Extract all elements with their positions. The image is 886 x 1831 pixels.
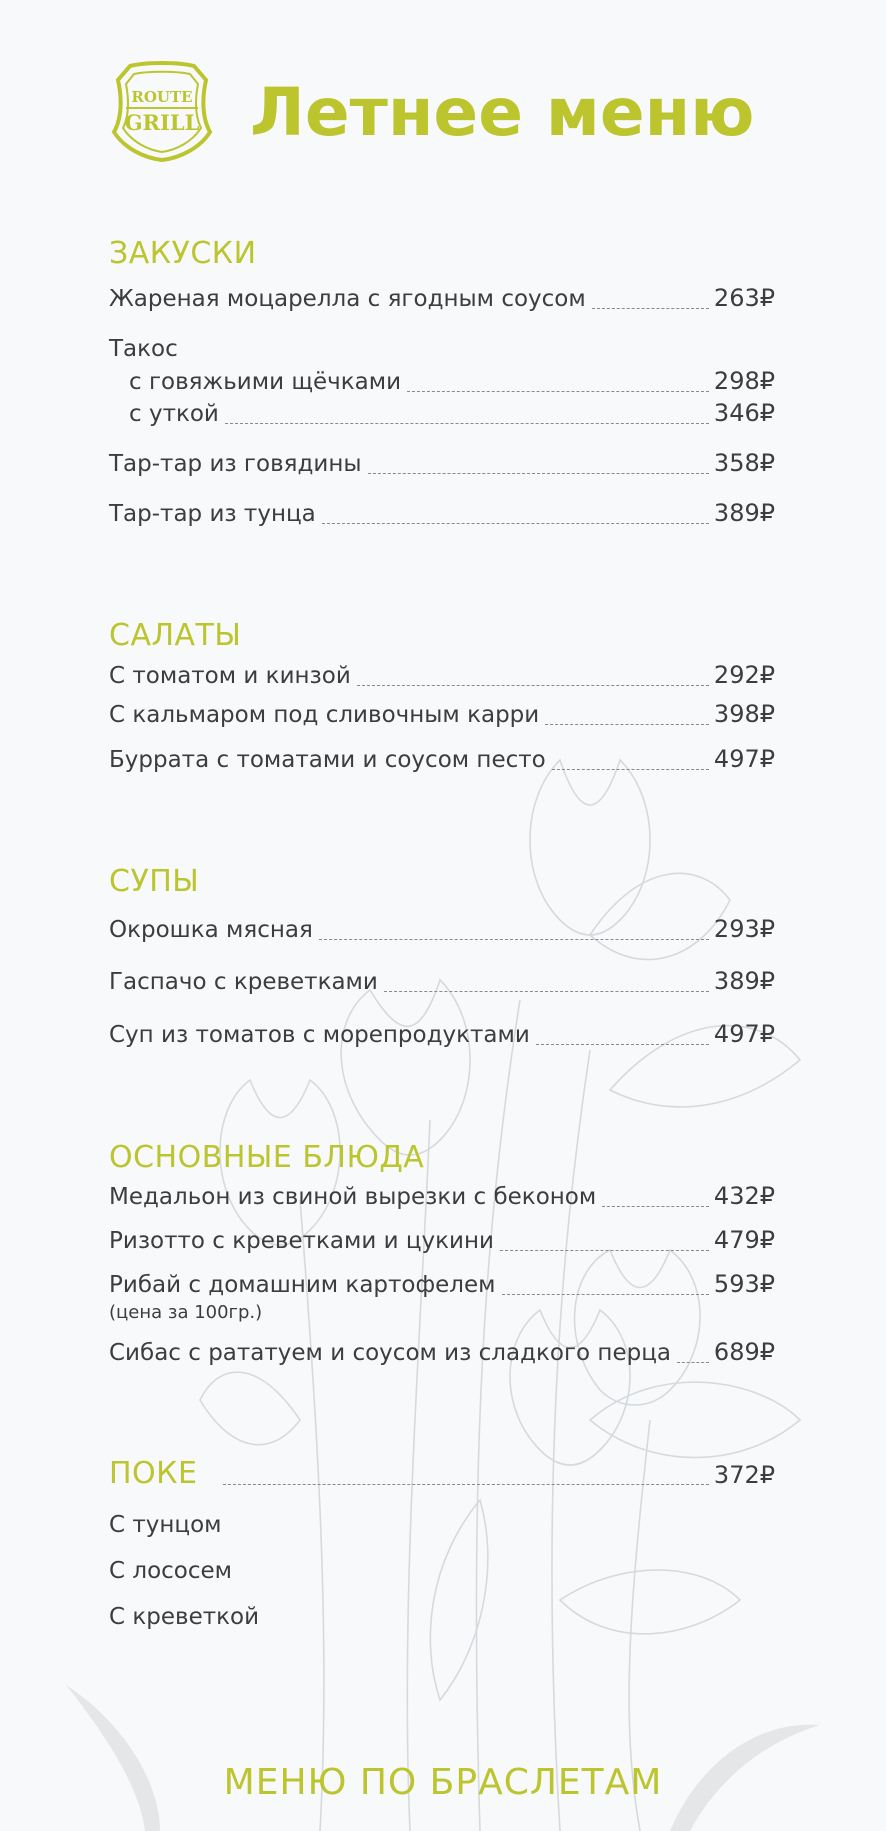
menu-item xyxy=(129,399,775,431)
dotted-leader xyxy=(502,1293,709,1295)
menu-item xyxy=(109,1226,775,1258)
page-title: Летнее меню xyxy=(250,74,755,151)
logo-bottom-text: GRILL xyxy=(124,110,200,135)
dotted-leader xyxy=(384,990,709,992)
item-name: Суп из томатов с морепродуктами xyxy=(109,1022,530,1048)
menu-item-poke xyxy=(109,1456,775,1492)
menu-item xyxy=(109,284,775,316)
poke-option: С креветкой xyxy=(109,1604,260,1630)
item-name: Буррата с томатами и соусом песто xyxy=(109,747,546,773)
item-price: 292₽ xyxy=(713,661,775,689)
menu-item xyxy=(109,915,775,947)
item-price: 497₽ xyxy=(713,745,775,773)
menu-item xyxy=(109,967,775,999)
item-name: Жареная моцарелла с ягодным соусом xyxy=(109,286,586,312)
dotted-leader xyxy=(552,768,709,770)
dotted-leader xyxy=(500,1249,709,1251)
item-name: с говяжьими щёчками xyxy=(129,369,402,395)
dotted-leader xyxy=(407,390,709,392)
item-name: Гаспачо с креветками xyxy=(109,969,378,995)
item-price: 479₽ xyxy=(713,1226,775,1254)
item-name: Сибас с рататуем и соусом из сладкого перца xyxy=(109,1340,671,1366)
item-price: 497₽ xyxy=(713,1020,775,1048)
menu-item xyxy=(109,1338,775,1370)
section-title-poke: ПОКЕ xyxy=(109,1456,198,1491)
menu-item xyxy=(109,1270,775,1302)
dotted-leader xyxy=(225,422,709,424)
item-price: 263₽ xyxy=(713,284,775,312)
item-name: с уткой xyxy=(129,401,219,427)
item-group-name: Такос xyxy=(109,336,178,362)
dotted-leader xyxy=(536,1043,709,1045)
dotted-leader xyxy=(322,522,709,524)
section-title-supy: СУПЫ xyxy=(109,864,200,899)
menu-item xyxy=(109,700,775,732)
menu-item xyxy=(109,1020,775,1052)
menu-item xyxy=(109,661,775,693)
item-price: 398₽ xyxy=(713,700,775,728)
item-price: 372₽ xyxy=(713,1461,775,1489)
item-price: 389₽ xyxy=(713,499,775,527)
logo-top-text: ROUTE xyxy=(131,88,193,106)
item-price: 358₽ xyxy=(713,449,775,477)
item-name: С томатом и кинзой xyxy=(109,663,351,689)
item-price: 593₽ xyxy=(713,1270,775,1298)
footer-caption: МЕНЮ ПО БРАСЛЕТАМ xyxy=(223,1762,663,1803)
item-name: Медальон из свиной вырезки с беконом xyxy=(109,1184,597,1210)
item-name: Тар-тар из тунца xyxy=(109,501,316,527)
menu-item xyxy=(109,449,775,481)
item-price: 432₽ xyxy=(713,1182,775,1210)
dotted-leader xyxy=(357,684,709,686)
item-name: Окрошка мясная xyxy=(109,917,313,943)
item-note: (цена за 100гр.) xyxy=(109,1302,263,1323)
dotted-leader xyxy=(319,938,709,940)
poke-option: С лососем xyxy=(109,1558,233,1584)
item-price: 298₽ xyxy=(713,367,775,395)
section-title-osnovnye: ОСНОВНЫЕ БЛЮДА xyxy=(109,1140,425,1175)
menu-item xyxy=(109,745,775,777)
dotted-leader xyxy=(368,472,709,474)
menu-item xyxy=(109,499,775,531)
menu-item xyxy=(129,367,775,399)
item-price: 389₽ xyxy=(713,967,775,995)
item-name: С кальмаром под сливочным карри xyxy=(109,702,540,728)
section-title-zakuski: ЗАКУСКИ xyxy=(109,236,257,271)
item-name: Рибай с домашним картофелем xyxy=(109,1272,496,1298)
menu-item xyxy=(109,1182,775,1214)
route-grill-logo-icon xyxy=(110,58,214,162)
item-price: 689₽ xyxy=(713,1338,775,1366)
dotted-leader xyxy=(677,1361,709,1363)
item-name: Ризотто с креветками и цукини xyxy=(109,1228,494,1254)
section-title-salaty: САЛАТЫ xyxy=(109,618,242,653)
item-price: 293₽ xyxy=(713,915,775,943)
dotted-leader xyxy=(602,1205,709,1207)
dotted-leader xyxy=(223,1483,708,1485)
item-name: Тар-тар из говядины xyxy=(109,451,362,477)
dotted-leader xyxy=(592,307,709,309)
dotted-leader xyxy=(545,723,709,725)
item-price: 346₽ xyxy=(713,399,775,427)
poke-option: С тунцом xyxy=(109,1512,222,1538)
